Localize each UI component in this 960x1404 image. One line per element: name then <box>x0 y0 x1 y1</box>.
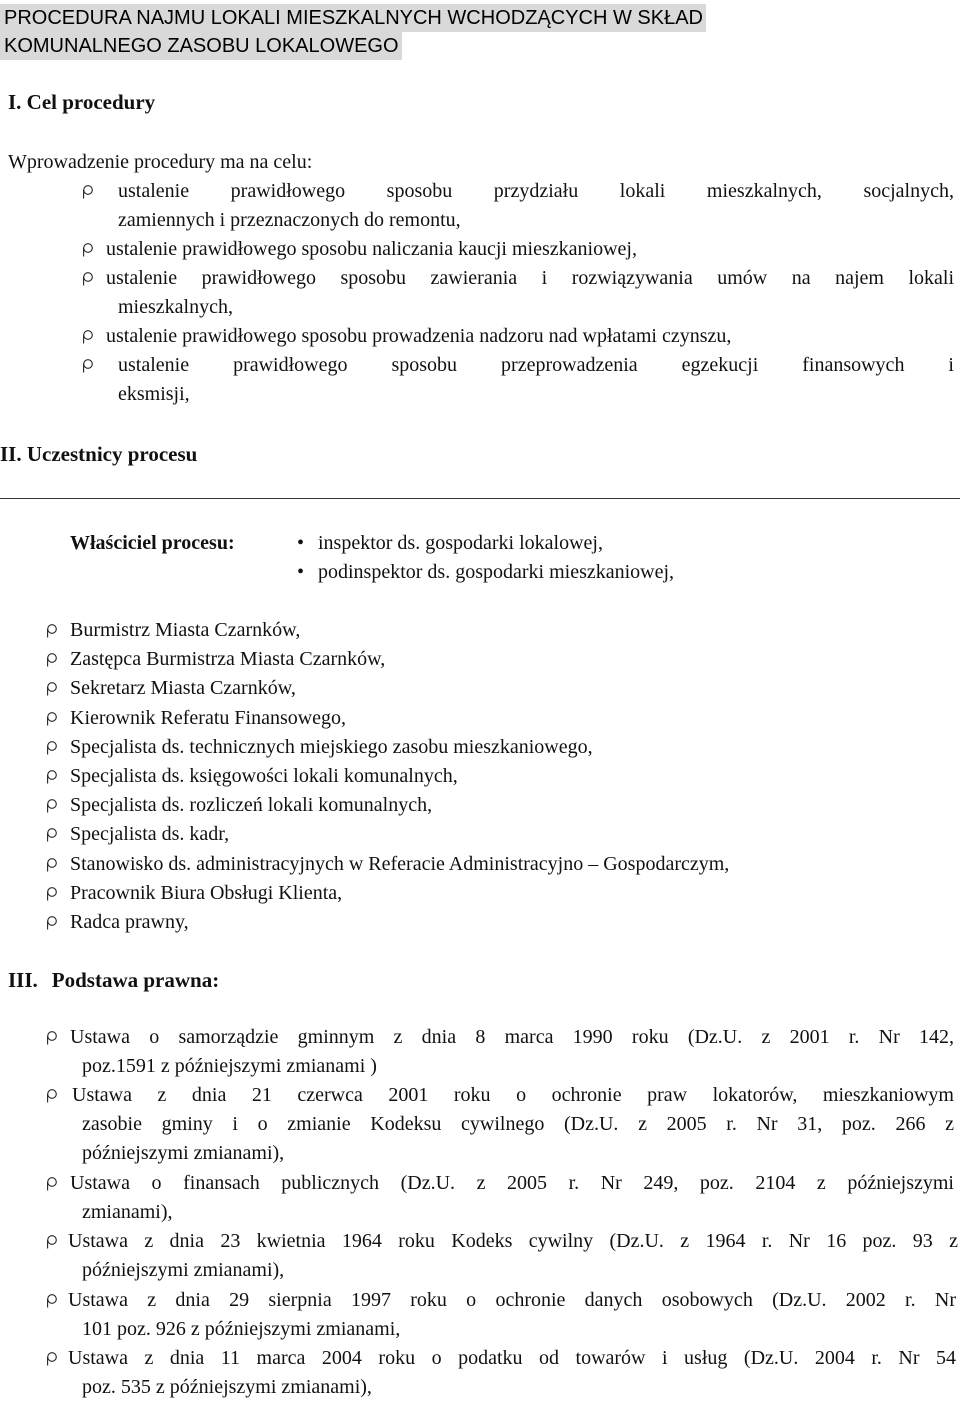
hollow-bullet-icon <box>46 1234 58 1249</box>
hollow-bullet-icon <box>82 242 94 257</box>
line-text: późniejszymi zmianami), <box>82 1259 285 1281</box>
owner-label: Właściciel procesu: <box>70 532 235 554</box>
section2-participants-item <box>46 791 946 820</box>
section-3-title: Podstawa prawna: <box>51 968 220 992</box>
section2-participants-item <box>46 879 946 908</box>
hollow-bullet-icon <box>46 915 58 930</box>
line-text: poz. 535 z późniejszymi zmianami), <box>82 1376 372 1398</box>
section3-items-item <box>46 1344 956 1402</box>
hollow-bullet-icon <box>46 1176 58 1191</box>
section-1-heading: I. Cel procedury <box>8 90 156 114</box>
section2-participants-item <box>46 704 946 733</box>
section1-items-item <box>82 322 954 351</box>
section-3-heading <box>8 966 219 994</box>
section1-items-item <box>82 177 954 235</box>
hollow-bullet-icon <box>82 329 94 344</box>
process-owner-item <box>46 529 306 558</box>
hollow-bullet-icon <box>46 740 58 755</box>
section2-participants-item <box>46 674 946 703</box>
section3-items-item <box>46 1081 954 1168</box>
hollow-bullet-icon <box>46 1088 58 1103</box>
line-text: Sekretarz Miasta Czarnków, <box>70 677 296 700</box>
section2-participants-item <box>46 762 946 791</box>
section-2-heading: II. Uczestnicy procesu <box>0 442 198 466</box>
section3-items-item <box>46 1227 958 1285</box>
hollow-bullet-icon <box>46 711 58 726</box>
line-text: ustalenie prawidłowego sposobu przydziału lokali mieszkalnych, socjalnych, <box>118 180 954 202</box>
hollow-bullet-icon <box>46 1351 58 1366</box>
line-text: Zastępca Burmistrza Miasta Czarnków, <box>70 648 386 671</box>
line-text: Ustawa z dnia 29 sierpnia 1997 roku o ochronie danych osobowych (Dz.U. 2002 r. Nr <box>68 1289 956 1311</box>
title-line-2: KOMUNALNEGO ZASOBU LOKALOWEGO <box>0 32 402 60</box>
line-text: Ustawa z dnia 23 kwietnia 1964 roku Kodeks cywilny (Dz.U. z 1964 r. Nr 16 poz. 93 z <box>68 1230 958 1252</box>
line-text: eksmisji, <box>118 383 190 405</box>
owner-2: • podinspektor ds. gospodarki mieszkaniowej, <box>297 558 674 587</box>
section2-participants-item <box>46 820 946 849</box>
line-text: 101 poz. 926 z późniejszymi zmianami, <box>82 1318 401 1340</box>
section2-participants-item <box>46 733 946 762</box>
section-1-intro: Wprowadzenie procedury ma na celu: <box>8 151 313 173</box>
line-text: mieszkalnych, <box>118 296 233 318</box>
line-text: Pracownik Biura Obsługi Klienta, <box>70 881 343 904</box>
section2-participants-item <box>46 616 946 645</box>
hollow-bullet-icon <box>46 769 58 784</box>
line-text: Radca prawny, <box>70 911 189 933</box>
line-text: Ustawa z dnia 11 marca 2004 roku o podatku od towarów i usług (Dz.U. 2004 r. Nr 54 <box>68 1347 956 1369</box>
line-text: Specjalista ds. technicznych miejskiego zasobu mieszkaniowego, <box>70 735 593 758</box>
section-3-number: III. <box>8 968 38 992</box>
hollow-bullet-icon <box>46 1030 58 1045</box>
hollow-bullet-icon <box>46 681 58 696</box>
line-text: Specjalista ds. rozliczeń lokali komunalnych, <box>70 794 433 817</box>
line-text: zasobie gminy i o zmianie Kodeksu cywilnego (Dz.U. z 2005 r. Nr 31, poz. 266 z <box>82 1113 954 1135</box>
hollow-bullet-icon <box>46 857 58 872</box>
line-text: zmianami), <box>82 1201 173 1223</box>
hollow-bullet-icon <box>46 827 58 842</box>
line-text: Kierownik Referatu Finansowego, <box>70 706 347 729</box>
section1-items-item <box>82 264 954 322</box>
section1-items-item <box>82 235 822 264</box>
line-text: Ustawa z dnia 21 czerwca 2001 roku o ochronie praw lokatorów, mieszkaniowym <box>72 1084 954 1106</box>
line-text: Specjalista ds. księgowości lokali komunalnych, <box>70 765 458 787</box>
line-text: późniejszymi zmianami), <box>82 1142 285 1164</box>
line-text: ustalenie prawidłowego sposobu zawierania i rozwiązywania umów na najem lokali <box>106 267 954 289</box>
line-text: ustalenie prawidłowego sposobu prowadzenia nadzoru nad wpłatami czynszu, <box>106 325 732 347</box>
section1-items-item <box>82 351 954 409</box>
document-title <box>0 4 880 60</box>
hollow-bullet-icon <box>46 652 58 667</box>
section2-participants-item <box>46 908 946 937</box>
hollow-bullet-icon <box>46 798 58 813</box>
section2-participants-item <box>46 850 946 879</box>
line-text: Burmistrz Miasta Czarnków, <box>70 619 301 641</box>
line-text: ustalenie prawidłowego sposobu przeprowadzenia egzekucji finansowych i <box>118 354 954 376</box>
hollow-bullet-icon <box>82 358 94 373</box>
line-text: Ustawa o samorządzie gminnym z dnia 8 marca 1990 roku (Dz.U. z 2001 r. Nr 142, <box>70 1026 954 1048</box>
hollow-bullet-icon <box>46 1293 58 1308</box>
line-text: poz.1591 z późniejszymi zmianami ) <box>82 1055 377 1077</box>
section-divider <box>0 498 960 499</box>
hollow-bullet-icon <box>82 271 94 286</box>
line-text: Specjalista ds. kadr, <box>70 823 230 846</box>
line-text: Stanowisko ds. administracyjnych w Referacie Administracyjno – Gospodarczym, <box>70 852 730 875</box>
section3-items-item <box>46 1169 954 1227</box>
hollow-bullet-icon <box>46 536 58 551</box>
hollow-bullet-icon <box>82 184 94 199</box>
section3-items-item <box>46 1286 956 1344</box>
line-text: ustalenie prawidłowego sposobu naliczania kaucji mieszkaniowej, <box>106 238 637 260</box>
title-line-1: PROCEDURA NAJMU LOKALI MIESZKALNYCH WCHODZĄCYCH W SKŁAD <box>0 4 706 32</box>
line-text: Ustawa o finansach publicznych (Dz.U. z 2005 r. Nr 249, poz. 2104 z późniejszymi <box>70 1172 954 1194</box>
hollow-bullet-icon <box>46 623 58 638</box>
section2-participants-item <box>46 645 946 674</box>
section3-items-item <box>46 1023 954 1081</box>
hollow-bullet-icon <box>46 886 58 901</box>
owner-1: • inspektor ds. gospodarki lokalowej, <box>297 529 603 558</box>
line-text: zamiennych i przeznaczonych do remontu, <box>118 209 461 231</box>
